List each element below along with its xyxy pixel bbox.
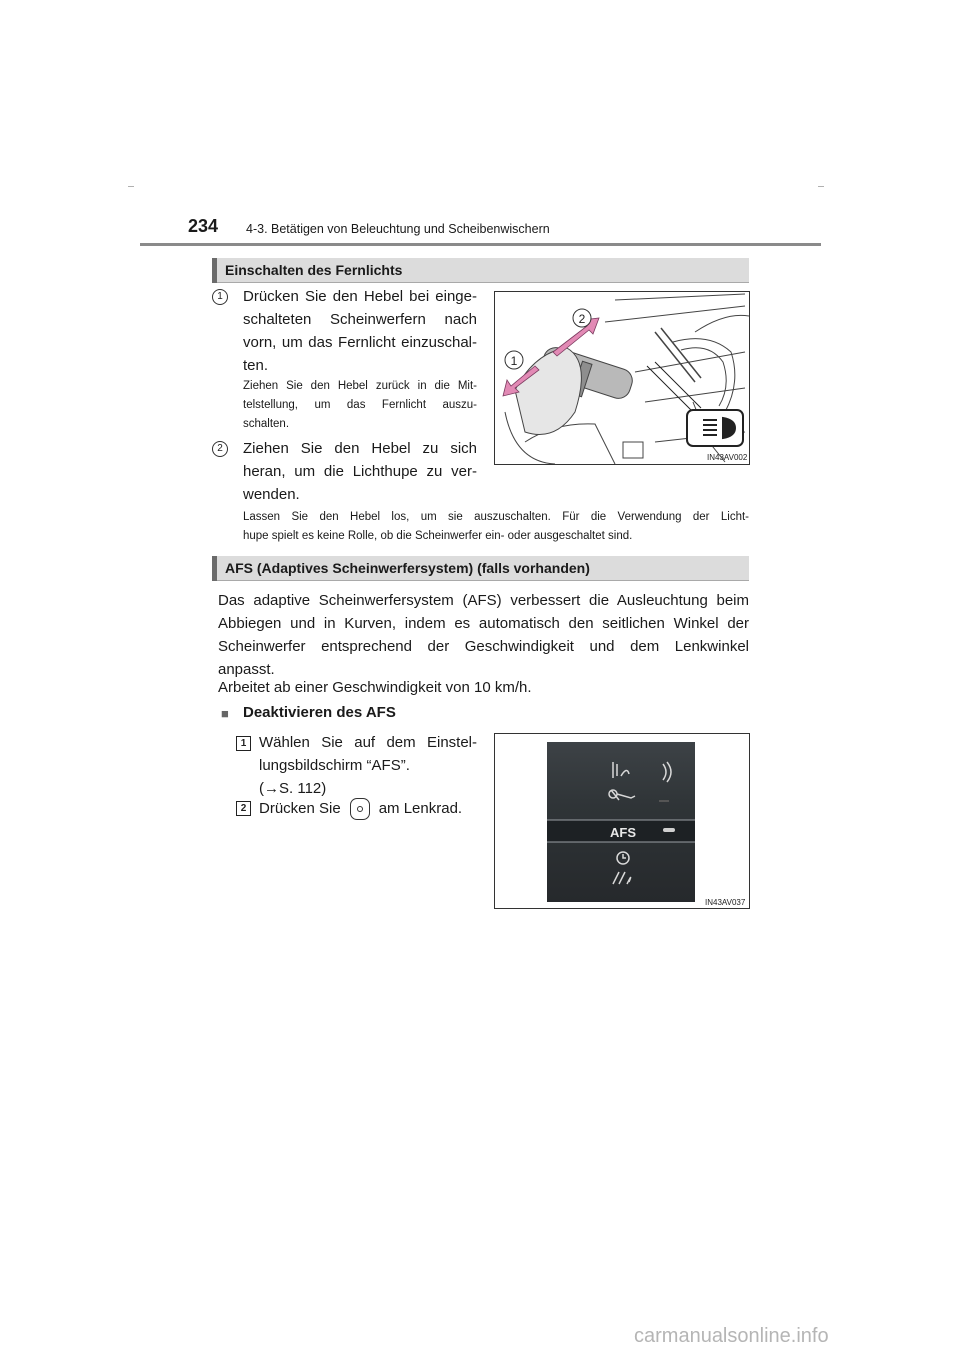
indicator-leader-lines [647,362,701,412]
chapter-title: 4-3. Betätigen von Beleuchtung und Scheibenwischern [246,222,550,236]
callout-1-label: 1 [510,354,518,368]
crop-mark [128,186,134,187]
step-number-1: 1 [212,289,228,305]
step-1-text: Drücken Sie den Hebel bei einge- schalteten Scheinwerfern nach vorn, um das Fernlicht einzuschal- ten. [243,288,477,374]
afs-step-1-text: Wählen Sie auf dem Einstel- lungsbildschirm “AFS”. (→S. 112) [259,731,477,800]
multi-info-display [547,742,695,902]
crop-mark [818,186,824,187]
lever-stalk [515,345,635,435]
step-number-1: 1 [236,736,251,751]
step-number-2: 2 [236,801,251,816]
flash-note: Lassen Sie den Hebel los, um sie auszuschalten. Für die Verwendung der Licht- hupe spielt es keine Rolle, ob die Scheinwerfer ein- oder ausgeschaltet sind. [243,511,749,542]
sound-icon [663,762,671,782]
subhead-marker: ■ [221,706,229,721]
afs-toggle-indicator [663,828,675,832]
step-2-text: Ziehen Sie den Hebel zu sich heran, um die Lichthupe zu ver- wenden. [243,440,477,503]
header-rule [140,243,821,246]
settings-screen-illustration [494,733,750,909]
headlight-setting-icon [611,790,635,800]
afs-speed-note: Arbeitet ab einer Geschwindigkeit von 10 km/h. [218,679,532,696]
section-title: AFS (Adaptives Scheinwerfersystem) (falls vorhanden) [225,560,590,576]
afs-step-2-text: Drücken Sie am Lenkrad. [259,797,462,820]
lever-illustration [494,291,750,465]
section-title: Einschalten des Fernlichts [225,262,403,278]
lane-assist-icon [613,762,617,778]
steering-switch-icon [350,798,370,820]
section-heading-fernlicht [212,258,749,283]
subhead-deactivate-afs: Deaktivieren des AFS [243,704,396,721]
callout-2-label: 2 [578,312,586,326]
step-1-note: Ziehen Sie den Hebel zurück in die Mit- telstellung, um das Fernlicht auszu- schalten. [243,380,477,430]
page-reference: (→S. 112) [259,780,327,797]
lever-drawing [495,292,749,464]
afs-menu-item: AFS [610,825,636,840]
page-number: 234 [188,216,219,236]
figure-id: IN43AV002 [707,453,748,462]
afs-description: Das adaptive Scheinwerfersystem (AFS) verbessert die Ausleuchtung beim Abbiegen und in Kurven, indem es automatisch den seitlichen Winkel der Scheinwerfer entsprechend der Geschwindigkeit und dem Lenkwinkel anpasst. [218,592,749,678]
section-heading-afs [212,556,749,581]
driving-assist-icon [613,872,631,884]
watermark: carmanualsonline.info [634,1325,829,1347]
step-number-2: 2 [212,441,228,457]
figure-id: IN43AV037 [705,898,746,907]
